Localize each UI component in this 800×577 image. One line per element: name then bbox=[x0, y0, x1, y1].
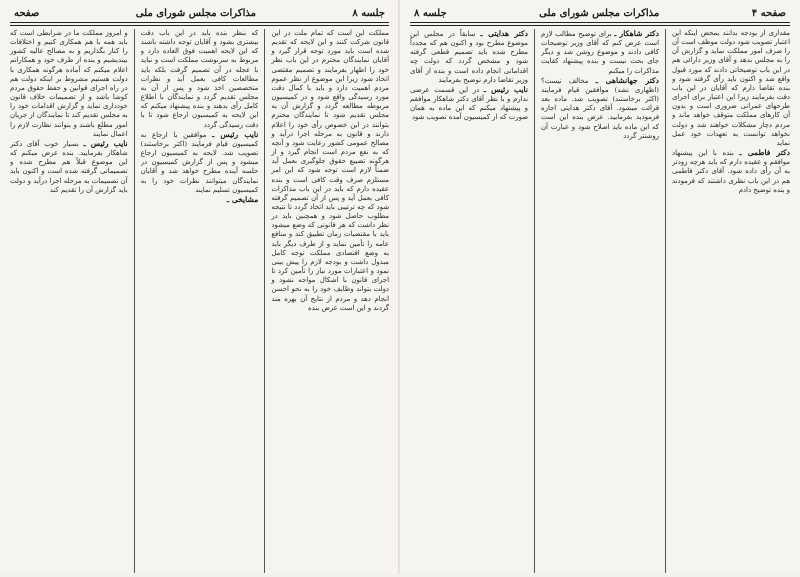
left-page-title: مذاکرات مجلس شورای ملی bbox=[135, 7, 256, 19]
left-columns bbox=[10, 29, 389, 577]
right-page-header bbox=[410, 6, 790, 20]
left-page bbox=[0, 0, 400, 574]
right-column-3 bbox=[410, 29, 528, 577]
right-session-label: جلسه ۸ bbox=[414, 7, 447, 19]
speaker-label: نایب رئیس ـ bbox=[483, 84, 528, 94]
body-text: در این قسمت عرضی ندارم و با نظر آقای دکتر شاهکار موافقم و پیشنهاد میکنم که این ماده به همان صورت که از کمیسیون آمده تصویب شود bbox=[410, 85, 528, 122]
body-text: بنده با این پیشنهاد موافقم و عقیده دارم که باید هرچه زودتر به آن رأی داده شود. آقای دکتر فاطمی هم در این باب نظری داشتند که فرمودند و بنده توضیح دادم bbox=[672, 149, 790, 194]
right-column-2 bbox=[541, 29, 659, 577]
right-column-1 bbox=[672, 29, 790, 577]
column-divider bbox=[134, 29, 135, 573]
body-text: مخالف نیست؟ (اظهاری نشد) موافقین قیام فرمایند (اکثر برخاستند) تصویب شد. ماده بعد قرائت میشود. آقای دکتر هدایتی اجازه فرمودید بفرمایید. عرض بنده این است که این ماده باید اصلاح شود و عبارت آن روشنتر گردد bbox=[541, 76, 659, 140]
body-text: که بنظر بنده باید در این باب دقت بیشتری بشود و آقایان توجه داشته باشند که این لایحه اهمیت فوق العاده دارد و مربوط به سرنوشت مملکت است و نباید با عجله در آن تصمیم گرفت بلکه باید مطالعات کافی بعمل آید و نظرات متخصصین اخذ شود و پس از آن به مجلس تقدیم گردد و نمایندگان با اطلاع کامل رأی بدهند و بنده پیشنهاد میکنم که این لایحه به کمیسیون ارجاع شود تا با دقت رسیدگی گردد bbox=[140, 29, 259, 129]
right-columns bbox=[410, 29, 790, 577]
column-divider bbox=[665, 29, 666, 573]
speaker-label: دکتر فاطمی ـ bbox=[739, 148, 790, 158]
column-divider bbox=[534, 29, 535, 573]
left-column-3 bbox=[10, 29, 128, 577]
body-text: مملکت این است که تمام ملت در این قانون شرکت کنند و این لایحه که تقدیم شده است باید مورد توجه قرار گیرد و آقایان نمایندگان محترم در این باب نظر خود را اظهار بفرمایند و تصمیم مقتضی اتخاذ شود زیرا این موضوع از نظر عموم مردم اهمیت دارد و باید با کمال دقت مورد رسیدگی واقع شود و در کمیسیون مربوطه مطالعه گردد و گزارش آن به مجلس تقدیم شود تا نمایندگان محترم بتوانند در این خصوص رأی خود را اعلام دارند و قانون به مرحله اجرا درآید و مصالح عمومی کشور رعایت شود و آنچه که به نفع مردم است انجام گیرد و از هرگونه تضییع حقوق جلوگیری بعمل آید ضمناً لازم است توجه شود که این امر مستلزم صرف وقت کافی است و بنده عقیده دارم که باید در این باب مذاکرات کافی بعمل آید و پس از آن تصمیم گرفته شود که چه ترتیبی باید اتخاذ گردد تا نتیجه مطلوب حاصل شود و همچنین باید در نظر داشت که هر قانونی که وضع میشود باید با مقتضیات زمان تطبیق کند و منافع عامه را تأمین نماید و از طرف دیگر باید به وضع اقتصادی مملکت توجه کامل مبذول داشت و بودجه لازم را پیش بینی نمود و اعتبارات مورد نیاز را تأمین کرد تا اجرای قانون با اشکال مواجه نشود و دولت بتواند وظایف خود را به نحو احسن انجام دهد و مردم از نتایج آن بهره مند گردند و این است عرض بنده bbox=[271, 29, 389, 312]
right-page bbox=[400, 0, 800, 574]
speaker-label: دکتر شاهکار ـ bbox=[614, 29, 659, 38]
right-page-title: مذاکرات مجلس شورای ملی bbox=[539, 7, 660, 19]
column-divider bbox=[264, 29, 265, 573]
body-text: برای توضیح مطالب لازم است عرض کنم که آقای وزیر توضیحات کافی دادند و موضوع روشن شد و دیگر جای بحث نیست و بنده پیشنهاد کفایت مذاکرات را میکنم bbox=[541, 30, 659, 75]
speaker-label: نایب رئیس ـ bbox=[83, 138, 128, 148]
speaker-label: مشایخی ـ bbox=[226, 194, 259, 204]
left-header-rule bbox=[10, 22, 389, 26]
left-page-number: صفحه bbox=[14, 7, 40, 19]
body-text: بسیار خوب آقای دکتر شاهکار بفرمایید. بنده عرض میکنم که این موضوع قبلاً هم مطرح شده و تصمیماتی گرفته شده است و اکنون باید آن تصمیمات به مرحله اجرا درآید و دولت باید گزارش آن را تقدیم کند bbox=[9, 139, 128, 194]
speaker-label: دکتر هدایتی ـ bbox=[480, 29, 528, 38]
right-header-rule bbox=[410, 22, 790, 26]
left-column-2 bbox=[141, 29, 259, 577]
left-column-1 bbox=[271, 29, 389, 577]
speaker-label: دکتر جهانشاهی ـ bbox=[595, 75, 659, 85]
body-text: موافقین با ارجاع به کمیسیون قیام فرمایند (اکثر برخاستند) تصویب شد. لایحه به کمیسیون ارجاع میشود و پس از گزارش کمیسیون در جلسه آینده مطرح خواهد شد و آقایان نمایندگان میتوانند نظرات خود را به کمیسیون تسلیم نمایند bbox=[140, 130, 259, 194]
body-text: سابقاً در مجلس این موضوع مطرح بود و اکنون هم که مجدداً مطرح شده باید تصمیم قطعی گرفته شود و مشخص گردد که دولت چه اقداماتی انجام داده است و بنده از آقای وزیر تقاضا دارم توضیح بفرمایند bbox=[410, 30, 528, 84]
body-text: و امروز مملکت ما در شرایطی است که باید همه با هم همکاری کنیم و اختلافات را کنار بگذاریم و به مصالح عالیه کشور بیندیشیم و بنده از طرف خود و همکارانم اعلام میکنم که آماده هرگونه همکاری با دولت هستیم مشروط بر اینکه دولت هم در راه اجرای قوانین و حفظ حقوق مردم کوشا باشد و از تصمیمات خلاف قانون خودداری نماید و گزارش اقدامات خود را به مجلس تقدیم کند تا نمایندگان از جریان امور مطلع باشند و بتوانند نظارت لازم را اعمال نمایند bbox=[9, 29, 128, 138]
right-page-number: صفحه ۴ bbox=[751, 7, 786, 19]
body-text: مقداری از بودجه بدانند بمحض اینکه این اعتبار تصویب شود دولت موظف است آن را صرف امور مملکت نماید و گزارش آن را به مجلس بدهد و آقای وزیر دارائی هم در این باب توضیحاتی دادند که مورد قبول واقع شد و اکنون باید رأی گرفته شود و بنده تقاضا دارم که آقایان در این باب دقت بفرمایند زیرا این اعتبار برای اجرای طرحهای عمرانی ضروری است و بدون آن کارهای مملکت متوقف خواهد ماند و مردم دچار مشکلات خواهند شد و دولت نخواهد توانست به تعهدات خود عمل نماید bbox=[672, 29, 790, 147]
left-session-label: جلسه ۸ bbox=[352, 7, 385, 19]
speaker-label: نایب رئیس ـ bbox=[212, 129, 259, 139]
left-page-header bbox=[10, 6, 389, 20]
